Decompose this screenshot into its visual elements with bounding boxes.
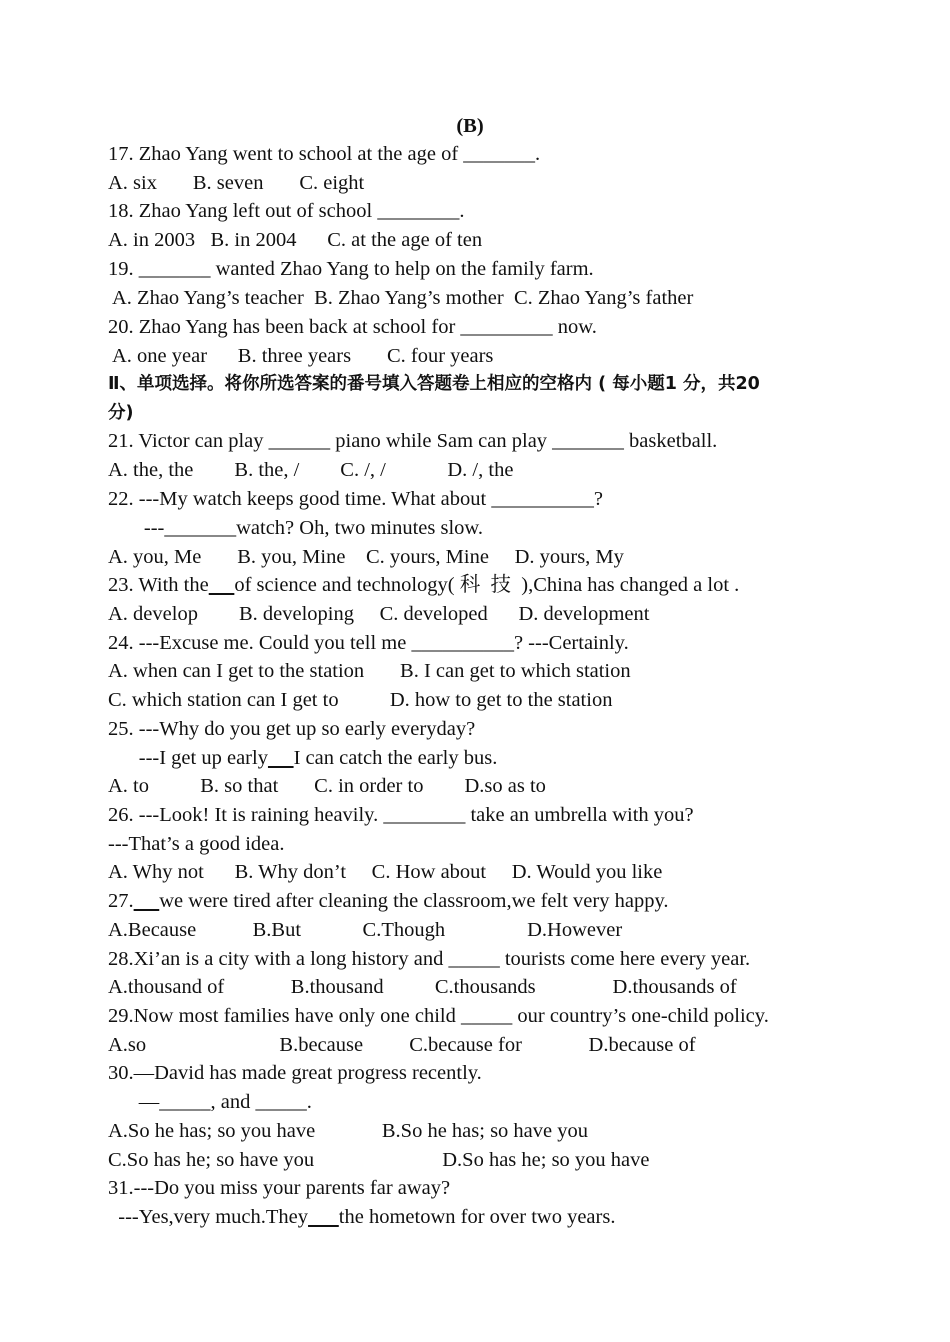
- options-24-cd: C. which station can I get to D. how to get to the station: [108, 689, 613, 711]
- question-27-text-a: 27.: [108, 890, 134, 912]
- question-27: [108, 887, 669, 916]
- question-31-reply-text-a: ---Yes,very much.They: [108, 1206, 309, 1228]
- question-25: 25. ---Why do you get up so early everyday?: [108, 718, 476, 740]
- options-18: A. in 2003 B. in 2004 C. at the age of ten: [108, 229, 483, 251]
- question-28: 28.Xi’an is a city with a long history and _____ tourists come here every year.: [108, 948, 751, 970]
- options-22: A. you, Me B. you, Mine C. yours, Mine D. yours, My: [108, 546, 624, 568]
- question-31-reply-text-b: the hometown for over two years.: [338, 1206, 616, 1228]
- section-heading-line-1: Ⅱ、单项选择。将你所选答案的番号填入答题卷上相应的空格内 ( 每小题1 分，共20: [108, 374, 760, 394]
- question-18: 18. Zhao Yang left out of school ________.: [108, 200, 465, 222]
- options-30-cd: C.So has he; so have you D.So has he; so you have: [108, 1149, 650, 1171]
- section-title: (B): [456, 115, 484, 137]
- question-29: 29.Now most families have only one child _____ our country’s one-child policy.: [108, 1005, 769, 1027]
- section-heading-line-2: 分): [108, 403, 134, 423]
- options-17: A. six B. seven C. eight: [108, 172, 365, 194]
- question-25-reply-text-a: ---I get up early: [108, 747, 268, 769]
- question-20: 20. Zhao Yang has been back at school for _________ now.: [108, 316, 597, 338]
- options-30-ab: A.So he has; so you have B.So he has; so have you: [108, 1120, 588, 1142]
- question-23-text-a: 23. With the: [108, 574, 209, 596]
- question-23: [108, 571, 739, 600]
- options-27: A.Because B.But C.Though D.However: [108, 919, 623, 941]
- question-24: 24. ---Excuse me. Could you tell me __________? ---Certainly.: [108, 632, 629, 654]
- question-21: 21. Victor can play ______ piano while Sam can play _______ basketball.: [108, 430, 718, 452]
- options-20: A. one year B. three years C. four years: [108, 345, 494, 367]
- question-26-reply: ---That’s a good idea.: [108, 833, 285, 855]
- question-25-blank: [268, 747, 294, 769]
- question-23-text-b: of science and technology( 科 技 ),China has changed a lot .: [234, 574, 740, 596]
- question-30: 30.—David has made great progress recently.: [108, 1062, 482, 1084]
- options-23: A. develop B. developing C. developed D. development: [108, 603, 650, 625]
- options-25: A. to B. so that C. in order to D.so as to: [108, 775, 546, 797]
- question-19: 19. _______ wanted Zhao Yang to help on the family farm.: [108, 258, 594, 280]
- question-25-reply-text-b: I can catch the early bus.: [293, 747, 498, 769]
- question-22: 22. ---My watch keeps good time. What about __________?: [108, 488, 603, 510]
- question-17: 17. Zhao Yang went to school at the age of _______.: [108, 143, 541, 165]
- question-31-blank: [308, 1206, 339, 1228]
- question-27-text-b: we were tired after cleaning the classroom,we felt very happy.: [159, 890, 669, 912]
- question-30-reply: —_____, and _____.: [108, 1091, 312, 1113]
- question-22-reply: ---_______watch? Oh, two minutes slow.: [108, 517, 484, 539]
- options-28: A.thousand of B.thousand C.thousands D.thousands of: [108, 976, 737, 998]
- question-27-blank: [134, 890, 160, 912]
- question-31: 31.---Do you miss your parents far away?: [108, 1177, 451, 1199]
- question-25-reply: [108, 744, 497, 773]
- options-26: A. Why not B. Why don’t C. How about D. Would you like: [108, 861, 663, 883]
- question-23-blank: [209, 574, 235, 596]
- options-19: A. Zhao Yang’s teacher B. Zhao Yang’s mother C. Zhao Yang’s father: [108, 287, 694, 309]
- options-29: A.so B.because C.because for D.because of: [108, 1034, 696, 1056]
- options-21: A. the, the B. the, / C. /, / D. /, the: [108, 459, 514, 481]
- options-24-ab: A. when can I get to the station B. I can get to which station: [108, 660, 631, 682]
- question-26: 26. ---Look! It is raining heavily. ________ take an umbrella with you?: [108, 804, 694, 826]
- question-31-reply: [108, 1203, 615, 1232]
